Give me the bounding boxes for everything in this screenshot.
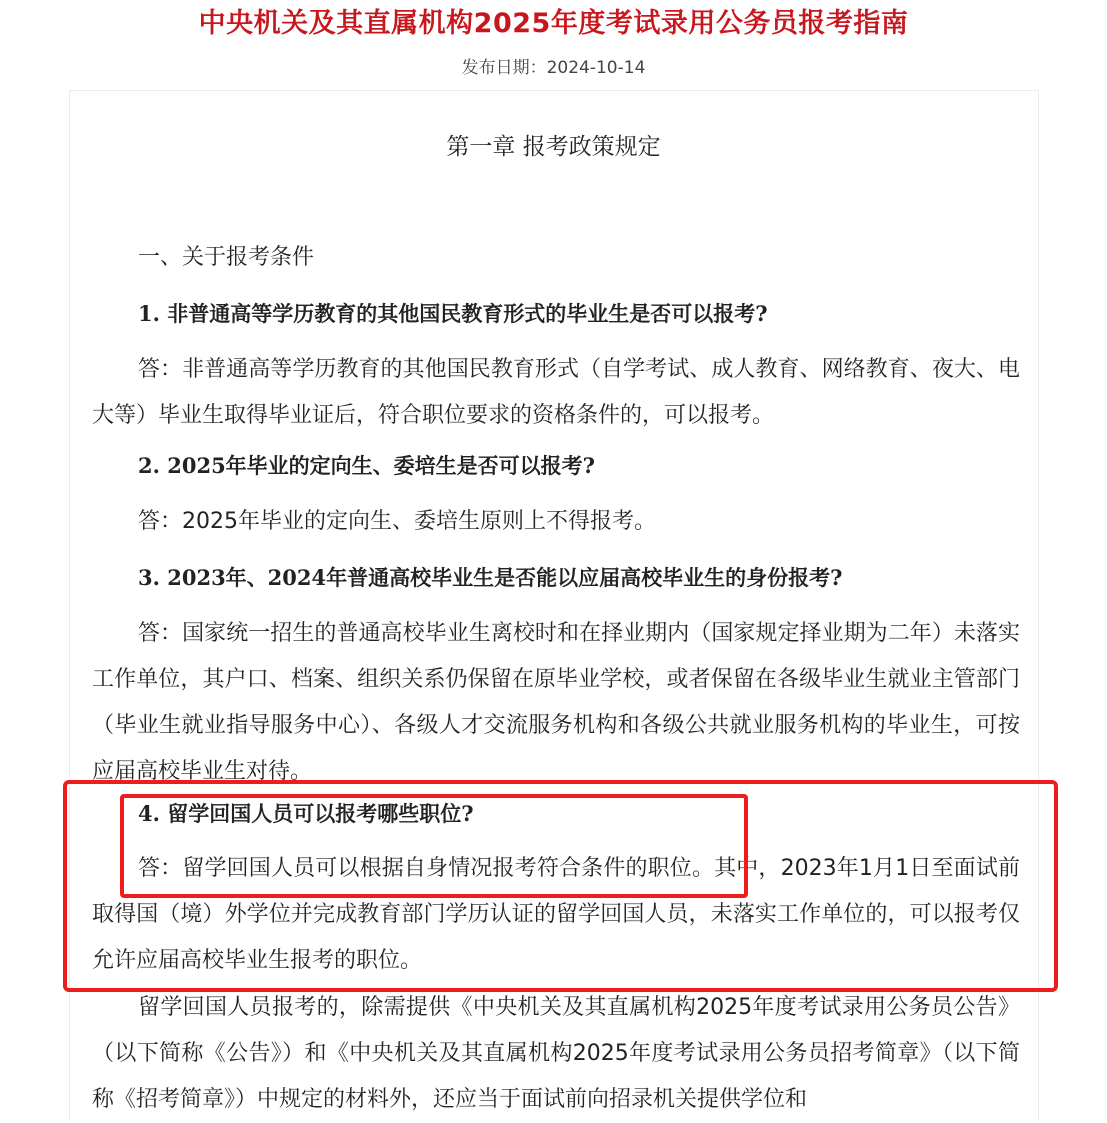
paragraph-returned-students: 留学回国人员报考的，除需提供《中央机关及其直属机构2025年度考试录用公务员公告》（以下简称《公告》）和《中央机关及其直属机构2025年度考试录用公务员招考简章》（以下简称《招考简章》）中规定的材料外，还应当于面试前向招录机关提供学位和 <box>92 995 1020 1112</box>
publish-date-value: 2024-10-14 <box>546 58 646 78</box>
answer-1: 答：非普通高等学历教育的其他国民教育形式（自学考试、成人教育、网络教育、夜大、电大等）毕业生取得毕业证后，符合职位要求的资格条件的，可以报考。 <box>92 357 1020 428</box>
question-1: 1. 非普通高等学历教育的其他国民教育形式的毕业生是否可以报考? <box>138 301 768 326</box>
highlight-box-inner <box>120 794 748 898</box>
article-title: 中央机关及其直属机构2025年度考试录用公务员报考指南 <box>198 8 909 39</box>
question-4: 4. 留学回国人员可以报考哪些职位? <box>138 801 474 826</box>
answer-3: 答：国家统一招生的普通高校毕业生离校时和在择业期内（国家规定择业期为二年）未落实工作单位，其户口、档案、组织关系仍保留在原毕业学校，或者保留在各级毕业生就业主管部门（毕业生就业指导服务中心）、各级人才交流服务机构和各级公共就业服务机构的毕业生，可按应届高校毕业生对待。 <box>92 621 1020 784</box>
section-heading: 一、关于报考条件 <box>138 245 315 270</box>
answer-4: 答：留学回国人员可以根据自身情况报考符合条件的职位。其中，2023年1月1日至面试前取得国（境）外学位并完成教育部门学历认证的留学回国人员，未落实工作单位的，可以报考仅允许应届高校毕业生报考的职位。 <box>92 856 1020 973</box>
question-2: 2. 2025年毕业的定向生、委培生是否可以报考? <box>138 453 595 478</box>
publish-date-label: 发布日期： <box>461 58 547 78</box>
answer-2: 答：2025年毕业的定向生、委培生原则上不得报考。 <box>138 509 656 534</box>
chapter-heading: 第一章 报考政策规定 <box>446 134 661 160</box>
question-3: 3. 2023年、2024年普通高校毕业生是否能以应届高校毕业生的身份报考? <box>138 565 843 590</box>
publish-date <box>0 56 1107 80</box>
